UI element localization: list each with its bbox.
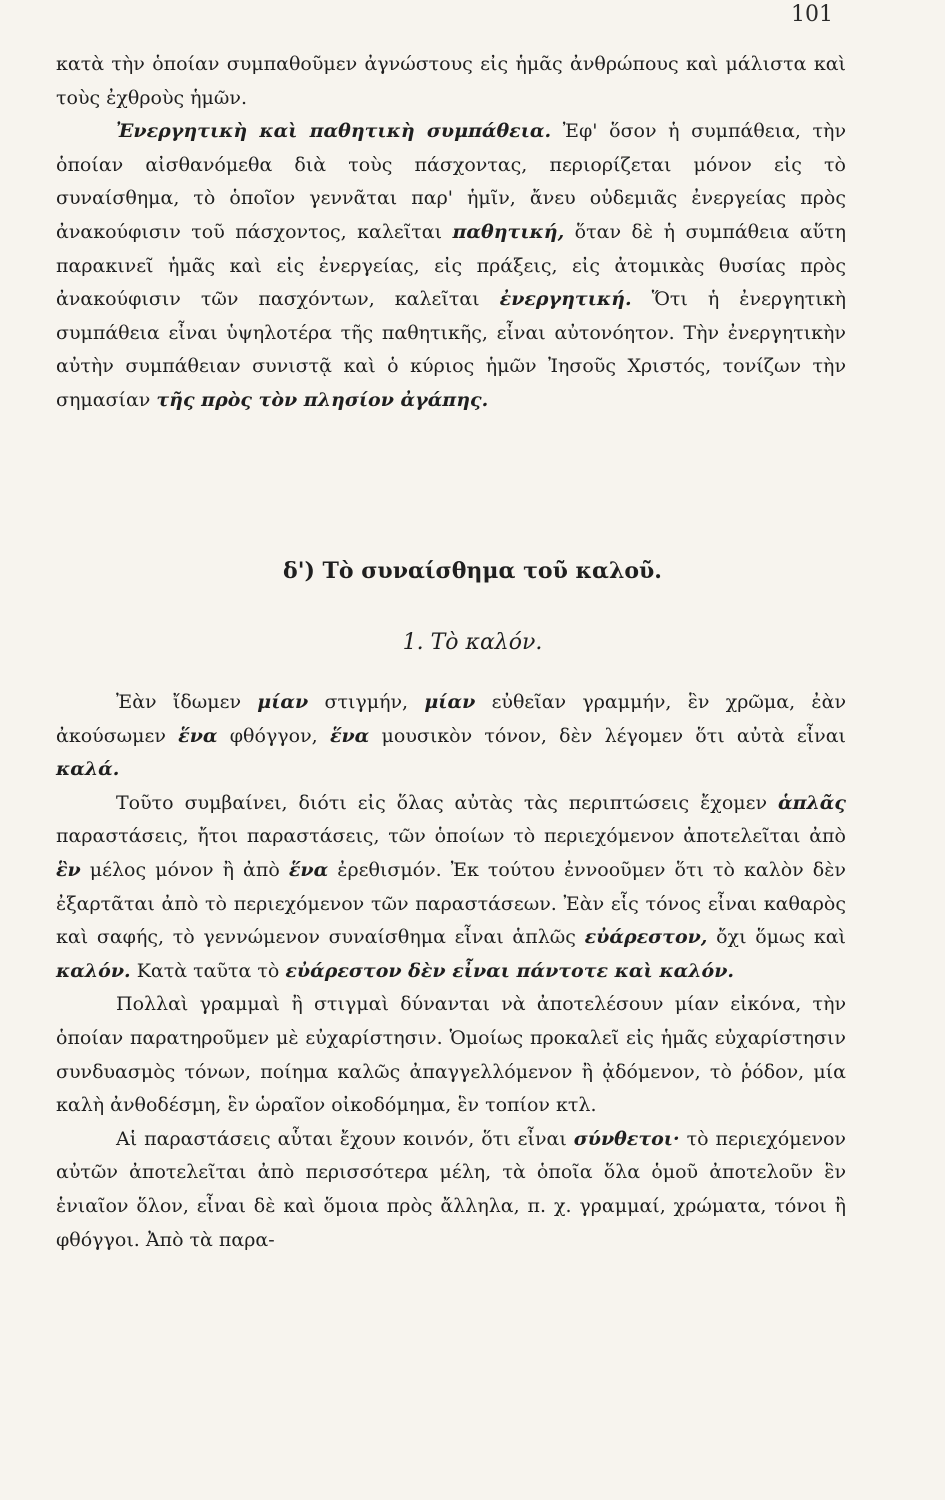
text-block-upper xyxy=(56,48,846,418)
emphasis-term: ἕνα xyxy=(329,724,370,747)
emphasis-term: καλά. xyxy=(56,758,120,781)
emphasis-term: μίαν xyxy=(257,691,309,713)
page-number: 101 xyxy=(791,2,833,27)
emphasis-term: ἓν xyxy=(56,858,81,881)
paragraph-text: μουσικὸν τόνον, δὲν λέγομεν ὅτι αὐτὰ εἶναι xyxy=(369,724,846,747)
emphasis-term: μίαν xyxy=(424,691,476,713)
emphasis-term: ἕνα xyxy=(288,858,329,881)
paragraph-text: Ὅτι ἡ ἐνεργητικὴ συμπάθεια εἶναι ὑψηλοτέρα τῆς παθητικῆς, εἶναι αὐτονόητον. Τὴν ἐνεργητικὴν αὐτὴν συμπάθειαν συνιστᾷ καὶ ὁ κύριος ἡμῶν Ἰησοῦς Χριστός, τονίζων τὴν σημασίαν xyxy=(56,288,846,411)
emphasis-term: σύνθετοι· xyxy=(573,1127,680,1150)
intro-line-2: καὶ μάλιστα καὶ τοὺς ἐχθροὺς ἡμῶν. xyxy=(56,53,846,109)
paragraph-text: φθόγγον, xyxy=(217,724,330,747)
paragraph-text: στιγμήν, xyxy=(308,691,425,713)
paragraph-complex-pleasure: Πολλαὶ γραμμαὶ ἢ στιγμαὶ δύνανται νὰ ἀποτελέσουν μίαν εἰκόνα, τὴν ὁποίαν παρατηροῦμεν μὲ εὐχαρίστησιν. Ὁμοίως προκαλεῖ εἰς ἡμᾶς εὐχαρίστησιν συνδυασμὸς τόνων, ποίημα καλῶς ἀπαγγελλόμενον ἢ ᾀδόμενον, τὸ ῥόδον, μία καλὴ ἀνθοδέσμη, ἓν ὡραῖον οἰκοδόμημα, ἓν τοπίον κτλ. xyxy=(56,993,846,1117)
paragraph-simple-impressions xyxy=(56,686,846,787)
paragraph-composite-representations xyxy=(56,1123,846,1257)
emphasis-term: ἕνα xyxy=(178,724,218,747)
paragraph-text: παραστάσεις, ἤτοι παραστάσεις, τῶν ὁποίων τὸ περιεχόμενον ἀποτελεῖται ἀπὸ xyxy=(56,825,846,848)
text-block-lower xyxy=(56,686,846,1257)
emphasis-term: εὐάρεστον δὲν εἶναι πάντοτε καὶ καλόν. xyxy=(285,959,734,982)
emphasis-term: παθητική, xyxy=(452,220,565,243)
emphasis-term: καλόν. xyxy=(56,959,131,982)
paragraph-sympathy xyxy=(56,115,846,417)
paragraph-text: ὅταν δὲ ἡ συμπάθεια αὕτη παρακινεῖ ἡμᾶς καὶ εἰς ἐνεργείας, εἰς πράξεις, εἰς ἀτομικὰς θυσίας πρὸς ἀνακούφισιν τῶν πασχόντων, καλεῖται xyxy=(56,220,846,311)
emphasis-term: τῆς πρὸς τὸν πλησίον ἀγάπης. xyxy=(156,388,489,411)
intro-line xyxy=(56,48,846,115)
paragraph-text: Ἐφ' ὅσον ἡ συμπάθεια, τὴν ὁποίαν αἰσθανόμεθα διὰ τοὺς πάσχοντας, περιορίζεται μόνον εἰς τὸ συναίσθημα, τὸ ὁποῖον γεννᾶται παρ' ἡμῖν, ἄνευ οὐδεμιᾶς ἐνεργείας πρὸς ἀνακούφισιν τοῦ πάσχοντος, καλεῖται xyxy=(56,120,846,243)
emphasis-term: εὐάρεστον, xyxy=(584,926,708,949)
paragraph-text: τὸ περιεχόμενον αὐτῶν ἀποτελεῖται ἀπὸ περισσότερα μέλη, τὰ ὁποῖα ὅλα ὁμοῦ ἀποτελοῦν ἓν ἑνιαῖον ὅλον, εἶναι δὲ καὶ ὅμοια πρὸς ἄλληλα, π. χ. γραμμαί, χρώματα, τόνοι ἢ φθόγγοι. Ἀπὸ τὰ παρα- xyxy=(56,1127,846,1251)
emphasis-term: ἁπλᾶς xyxy=(777,791,846,814)
paragraph-heading: Ἐνεργητικὴ καὶ παθητικὴ συμπάθεια. xyxy=(116,120,552,143)
paragraph-text: Ἐὰν ἴδωμεν xyxy=(116,691,258,713)
paragraph-text: ὄχι ὅμως καὶ xyxy=(707,926,846,949)
paragraph-text: μέλος μόνον ἢ ἀπὸ xyxy=(80,858,289,881)
paragraph-simple-representations xyxy=(56,787,846,989)
paragraph-text: ἐρεθισμόν. Ἐκ τούτου ἐννοοῦμεν ὅτι τὸ καλὸν δὲν ἐξαρτᾶται ἀπὸ τὸ περιεχόμενον τῶν παραστάσεων. Ἐὰν εἷς τόνος εἶναι καθαρὸς καὶ σαφής, τὸ γεννώμενον συναίσθημα εἶναι ἁπλῶς xyxy=(56,858,846,949)
subsection-title: 1. Τὸ καλόν. xyxy=(402,630,543,655)
paragraph-text: Αἱ παραστάσεις αὗται ἔχουν κοινόν, ὅτι εἶναι xyxy=(116,1127,574,1150)
emphasis-term: ἐνεργητική. xyxy=(499,288,632,311)
intro-line-1: κατὰ τὴν ὁποίαν συμπαθοῦμεν ἀγνώστους εἰς ἡμᾶς ἀνθρώπους xyxy=(56,53,679,75)
paragraph-text: Τοῦτο συμβαίνει, διότι εἰς ὅλας αὐτὰς τὰς περιπτώσεις ἔχομεν xyxy=(116,791,778,814)
paragraph-text: Κατὰ ταῦτα τὸ xyxy=(130,959,286,982)
paragraph-text: εὐθεῖαν γραμμήν, ἓν χρῶμα, ἐὰν ἀκούσωμεν xyxy=(56,691,846,747)
section-title: δ') Τὸ συναίσθημα τοῦ καλοῦ. xyxy=(283,558,662,584)
